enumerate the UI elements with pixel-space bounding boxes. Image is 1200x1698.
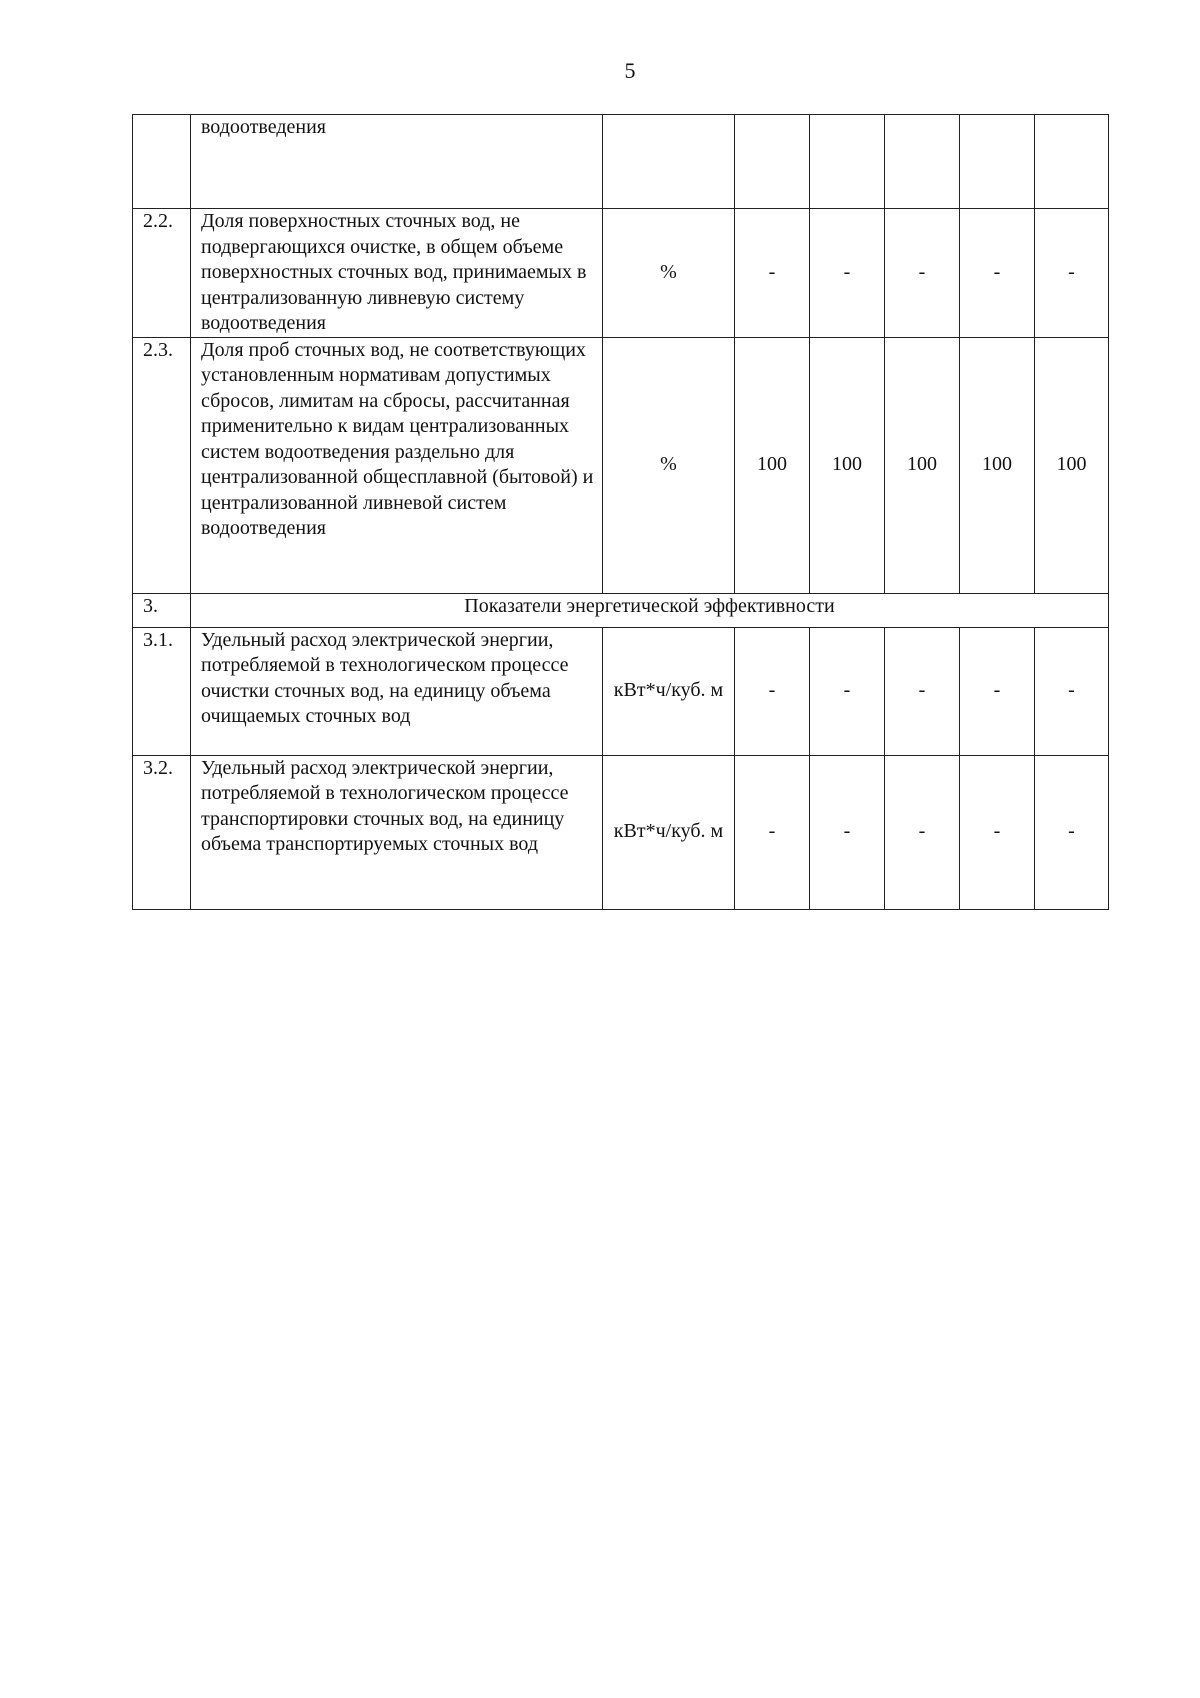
unit-cell: % [603,337,735,593]
value-cell: - [960,627,1035,755]
section-row [133,593,1109,627]
row-number: 2.3. [133,337,191,593]
indicators-table [132,114,1109,910]
row-number: 3. [133,593,191,627]
value-cell: - [960,209,1035,338]
unit-cell: кВт*ч/куб. м [603,627,735,755]
unit-cell: % [603,209,735,338]
table-row [133,755,1109,909]
indicator-name: Удельный расход электрической энергии, потребляемой в технологическом процессе очистки сточных вод, на единицу объема очищаемых сточных вод [191,627,603,755]
table-row [133,115,1109,209]
value-cell: - [1035,627,1109,755]
value-cell: - [960,755,1035,909]
row-number: 2.2. [133,209,191,338]
row-number: 3.2. [133,755,191,909]
value-cell: - [1035,209,1109,338]
indicator-name: Удельный расход электрической энергии, потребляемой в технологическом процессе транспортировки сточных вод, на единицу объема транспортируемых сточных вод [191,755,603,909]
row-number: 3.1. [133,627,191,755]
value-cell: - [735,209,810,338]
value-cell: - [885,209,960,338]
value-cell: - [810,627,885,755]
value-cell: 100 [810,337,885,593]
row-number [133,115,191,209]
value-cell: - [735,627,810,755]
value-cell [735,115,810,209]
section-title: Показатели энергетической эффективности [191,593,1109,627]
page-number: 5 [624,58,636,83]
indicator-name: Доля проб сточных вод, не соответствующих установленным нормативам допустимых сбросов, лимитам на сбросы, рассчитанная применительно к видам централизованных систем водоотведения раздельно для централизованной общесплавной (бытовой) и централизованной ливневой систем водоотведения [191,337,603,593]
value-cell: - [810,755,885,909]
value-cell: - [810,209,885,338]
value-cell [960,115,1035,209]
value-cell: 100 [735,337,810,593]
value-cell [885,115,960,209]
value-cell: 100 [885,337,960,593]
table-row [133,337,1109,593]
unit-cell [603,115,735,209]
value-cell: 100 [960,337,1035,593]
table-row [133,209,1109,338]
value-cell: - [885,755,960,909]
table-row [133,627,1109,755]
value-cell [1035,115,1109,209]
value-cell [810,115,885,209]
value-cell: - [735,755,810,909]
unit-cell: кВт*ч/куб. м [603,755,735,909]
value-cell: - [885,627,960,755]
indicator-name: Доля поверхностных сточных вод, не подвергающихся очистке, в общем объеме поверхностных сточных вод, принимаемых в централизованную ливневую систему водоотведения [191,209,603,338]
indicator-name: водоотведения [191,115,603,209]
value-cell: - [1035,755,1109,909]
value-cell: 100 [1035,337,1109,593]
